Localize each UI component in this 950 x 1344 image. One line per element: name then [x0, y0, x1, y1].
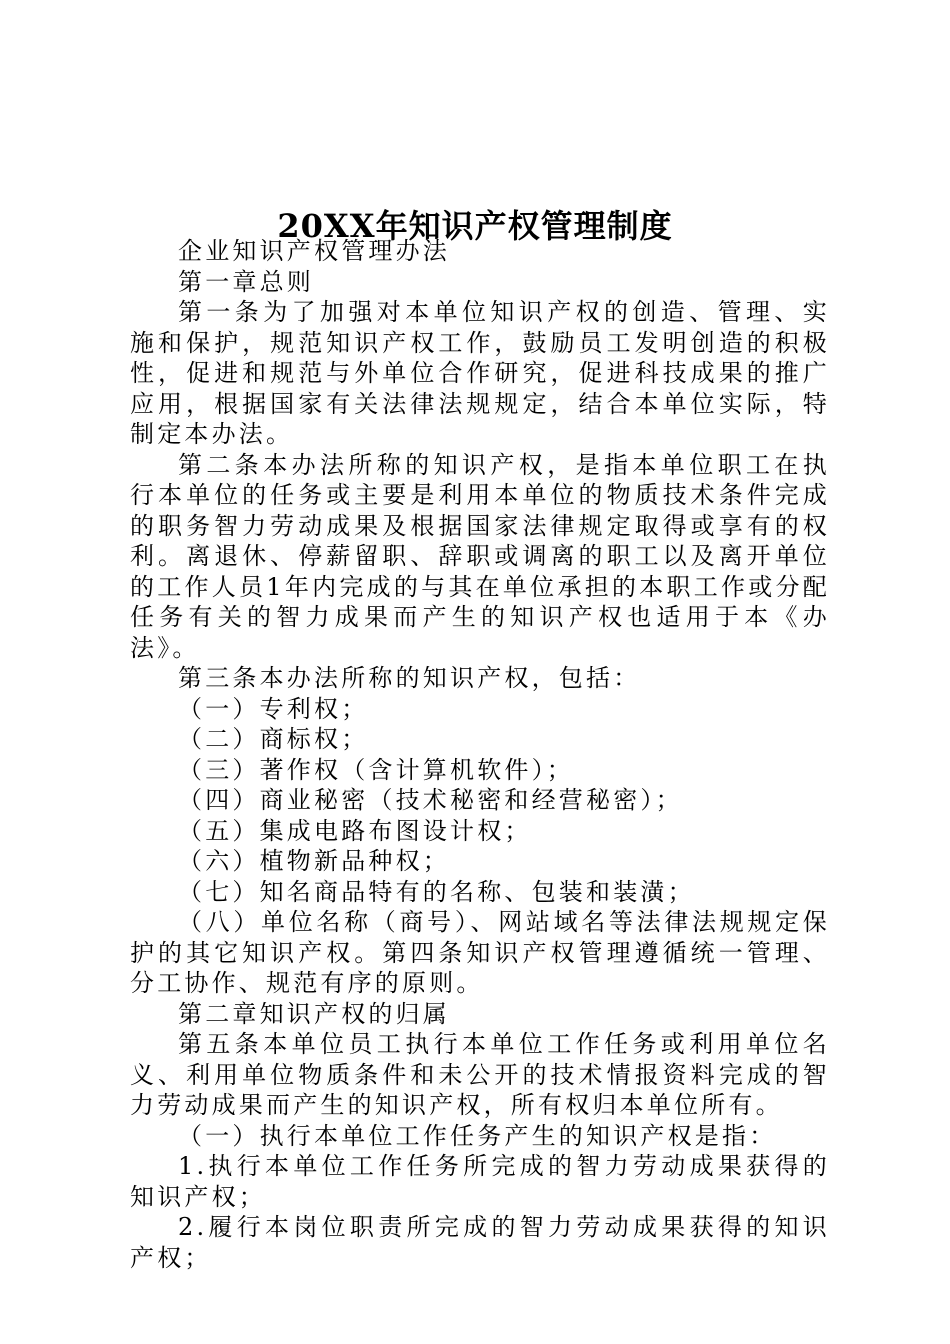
list-item: （六）植物新品种权；: [178, 847, 450, 875]
list-item: （四）商业秘密（技术秘密和经营秘密）；: [178, 786, 683, 814]
document-title: 20XX年知识产权管理制度: [277, 207, 673, 246]
article-paragraph: 第二条本办法所称的知识产权，是指本单位职工在执行本单位的任务或主要是利用本单位的物质技术条件完成的职务智力劳动成果及根据国家法律规定取得或享有的权利。离退休、停薪留职、辞职或调离的职工以及离开单位的工作人员1年内完成的与其在单位承担的本职工作或分配任务有关的智力成果而产生的知识产权也适用于本《办法》。: [130, 450, 830, 662]
list-item: （一）专利权；: [178, 694, 369, 723]
list-item: （七）知名商品特有的名称、包装和装潢；: [178, 877, 695, 906]
chapter-heading: 第一章总则: [178, 267, 314, 296]
list-item: （五）集成电路布图设计权；: [178, 816, 532, 845]
document-body: [130, 236, 830, 1273]
article-paragraph: 第一条为了加强对本单位知识产权的创造、管理、实施和保护，规范知识产权工作，鼓励员工发明创造的积极性，促进和规范与外单位合作研究，促进科技成果的推广应用，根据国家有关法律法规规定，结合本单位实际，特制定本办法。: [130, 298, 830, 448]
chapter-heading: 第二章知识产权的归属: [178, 999, 450, 1028]
list-item: （二）商标权；: [178, 725, 369, 753]
subtitle-paragraph: 企业知识产权管理办法: [178, 237, 450, 265]
list-item: （一）执行本单位工作任务产生的知识产权是指：: [178, 1121, 777, 1150]
article-paragraph: 第五条本单位员工执行本单位工作任务或利用单位名义、利用单位物质条件和未公开的技术情报资料完成的智力劳动成果而产生的知识产权，所有权归本单位所有。: [130, 1030, 830, 1119]
list-item: （八）单位名称（商号）、网站域名等法律法规规定保护的其它知识产权。第四条知识产权管理遵循统一管理、分工协作、规范有序的原则。: [130, 908, 830, 997]
list-item: （三）著作权（含计算机软件）；: [178, 755, 574, 784]
list-item: 2.履行本岗位职责所完成的智力劳动成果获得的知识产权；: [130, 1213, 830, 1272]
list-item: 1.执行本单位工作任务所完成的智力劳动成果获得的知识产权；: [130, 1152, 830, 1211]
article-paragraph: 第三条本办法所称的知识产权，包括：: [178, 664, 641, 692]
